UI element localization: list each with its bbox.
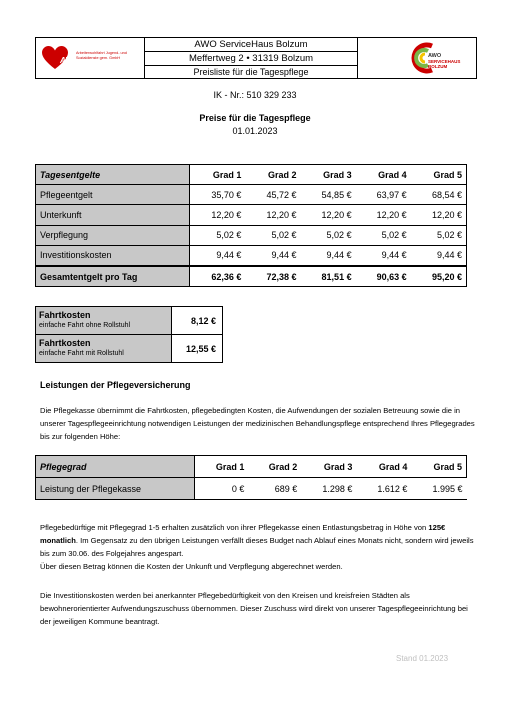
cell: 63,97 € xyxy=(356,185,411,205)
row-label: Verpflegung xyxy=(36,225,190,245)
svg-text:BOLZUM: BOLZUM xyxy=(428,64,448,69)
benefits-header-grad1: Grad 1 xyxy=(195,456,249,478)
prices-table xyxy=(35,164,467,287)
cell: 5,02 € xyxy=(411,225,467,245)
prices-header-grad5: Grad 5 xyxy=(411,165,467,185)
cell: 9,44 € xyxy=(190,245,246,266)
prices-header-grad3: Grad 3 xyxy=(300,165,355,185)
row-label: Leistung der Pflegekasse xyxy=(36,478,195,500)
cell: 35,70 € xyxy=(190,185,246,205)
cell: 1.612 € xyxy=(356,478,411,500)
servicehaus-logo-icon xyxy=(358,38,476,78)
cell: 1.995 € xyxy=(411,478,466,500)
fahrtkosten-label-cell xyxy=(36,335,172,362)
total-cell: 95,20 € xyxy=(411,266,467,287)
cell: 5,02 € xyxy=(356,225,411,245)
ik-number: IK - Nr.: 510 329 233 xyxy=(213,90,297,100)
paragraph-3: Die Investitionskosten werden bei anerkannter Pflegebedürftigkeit von den Kreisen und kreisfreien Städten als bewohnerorientierter Aufwendungszuschuss übernommen. Dieser Zuschuss wird direkt von unserer Tagespflegeeinrichtung bei der jeweiligen Kommune beantragt. xyxy=(40,591,468,626)
header-line1: AWO ServiceHaus Bolzum xyxy=(145,38,357,52)
row-label: Pflegeentgelt xyxy=(36,185,190,205)
cell: 68,54 € xyxy=(411,185,467,205)
header-box xyxy=(35,37,477,79)
cell: 9,44 € xyxy=(245,245,300,266)
cell: 9,44 € xyxy=(356,245,411,266)
paragraph-2-a: Pflegebedürftige mit Pflegegrad 1-5 erhalten zusätzlich von ihrer Pflegekasse einen Entlastungsbetrag in Höhe von xyxy=(40,523,429,532)
cell: 9,44 € xyxy=(411,245,467,266)
fahrtkosten-box-1 xyxy=(35,306,223,335)
paragraph-2-bold: 125€ monatlich xyxy=(40,523,446,545)
fahrtkosten-box-2 xyxy=(35,334,223,363)
cell: 12,20 € xyxy=(245,205,300,225)
table-row xyxy=(36,245,467,266)
benefits-header-grad3: Grad 3 xyxy=(301,456,356,478)
cell: 54,85 € xyxy=(300,185,355,205)
header-line3: Preisliste für die Tagespflege xyxy=(193,67,309,77)
fahrtkosten-label-cell xyxy=(36,307,172,334)
prices-header-grad2: Grad 2 xyxy=(245,165,300,185)
cell: 9,44 € xyxy=(300,245,355,266)
fahrtkosten-label: Fahrtkosten xyxy=(39,310,91,320)
cell: 5,02 € xyxy=(245,225,300,245)
row-label: Investitionskosten xyxy=(36,245,190,266)
footer-stand: Stand 01.2023 xyxy=(396,654,449,663)
cell: 689 € xyxy=(248,478,301,500)
fahrtkosten-value: 12,55 € xyxy=(185,344,216,354)
table-row xyxy=(36,478,467,500)
benefits-table xyxy=(35,455,467,500)
paragraph-1: Die Pflegekasse übernimmt die Fahrtkosten, pflegebedingten Kosten, die Aufwendungen der sozialen Betreuung sowie die in unserer Tagespflegeeinrichtung notwendigen Leistungen der medizinischen Behandlungspflege entsprechend Ihres Pflegegrades bis zur folgenden Höhe: xyxy=(40,406,475,441)
section-title: Leistungen der Pflegeversicherung xyxy=(40,380,191,390)
cell: 12,20 € xyxy=(190,205,246,225)
table-row xyxy=(36,225,467,245)
total-label: Gesamtentgelt pro Tag xyxy=(36,266,190,287)
page-date: 01.01.2023 xyxy=(232,126,278,136)
servicehaus-logo xyxy=(358,38,476,78)
fahrtkosten-value: 8,12 € xyxy=(190,316,216,326)
cell: 45,72 € xyxy=(245,185,300,205)
prices-header-row xyxy=(36,165,467,185)
total-cell: 81,51 € xyxy=(300,266,355,287)
total-row xyxy=(36,266,467,287)
cell: 0 € xyxy=(195,478,249,500)
awo-logo-left xyxy=(36,38,145,78)
benefits-header-row xyxy=(36,456,467,478)
svg-text:SERVICEHAUS: SERVICEHAUS xyxy=(428,59,461,64)
prices-header-grad1: Grad 1 xyxy=(190,165,246,185)
benefits-header-label: Pflegegrad xyxy=(36,456,195,478)
cell: 12,20 € xyxy=(411,205,467,225)
cell: 5,02 € xyxy=(190,225,246,245)
svg-text:AWO: AWO xyxy=(428,53,442,59)
table-row xyxy=(36,205,467,225)
cell: 1.298 € xyxy=(301,478,356,500)
total-cell: 72,38 € xyxy=(245,266,300,287)
paragraph-2 xyxy=(40,521,480,573)
row-label: Unterkunft xyxy=(36,205,190,225)
prices-header-grad4: Grad 4 xyxy=(356,165,411,185)
page-title: Preise für die Tagespflege xyxy=(199,113,311,123)
cell: 12,20 € xyxy=(356,205,411,225)
fahrtkosten-sub: einfache Fahrt ohne Rollstuhl xyxy=(39,322,131,329)
benefits-header-grad2: Grad 2 xyxy=(248,456,301,478)
total-cell: 62,36 € xyxy=(190,266,246,287)
header-center xyxy=(145,38,358,78)
cell: 12,20 € xyxy=(300,205,355,225)
total-cell: 90,63 € xyxy=(356,266,411,287)
paragraph-2-c: Über diesen Betrag können die Kosten der Unkunft und Verpflegung abgerechnet werden. xyxy=(40,562,343,571)
awo-logo-text: Arbeiterwohlfahrt Jugend- und Sozialdienste gem. GmbH xyxy=(76,51,127,60)
benefits-header-grad4: Grad 4 xyxy=(356,456,411,478)
awo-logo-mark: AWO xyxy=(60,56,80,65)
prices-header-label: Tagesentgelte xyxy=(36,165,190,185)
table-row xyxy=(36,185,467,205)
fahrtkosten-sub: einfache Fahrt mit Rollstuhl xyxy=(39,350,124,357)
header-line2: Meffertweg 2 • 31319 Bolzum xyxy=(145,52,357,66)
paragraph-2-b: . Im Gegensatz zu den übrigen Leistungen verfällt dieses Budget nach Ablauf eines Monats nicht, sondern wird jeweils bis zum 30.06. des Folgejahres angespart. xyxy=(40,536,474,558)
cell: 5,02 € xyxy=(300,225,355,245)
benefits-header-grad5: Grad 5 xyxy=(411,456,466,478)
fahrtkosten-label: Fahrtkosten xyxy=(39,338,91,348)
